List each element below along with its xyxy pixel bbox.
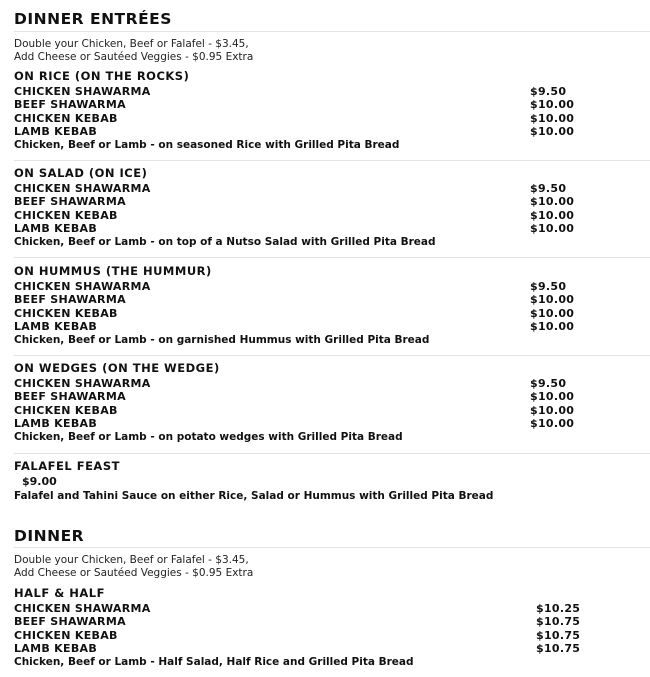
group-heading: ON WEDGES (ON THE WEDGE)	[14, 361, 220, 375]
section-title-dinner: DINNER	[14, 527, 85, 545]
note-line: Add Cheese or Sautéed Veggies - $0.95 Extra	[14, 50, 254, 63]
item-price: $10.00	[530, 124, 575, 138]
menu-item	[14, 320, 650, 333]
menu-item	[14, 293, 650, 306]
item-price: $10.25	[536, 602, 581, 615]
item-name: LAMB KEBAB	[14, 416, 98, 430]
group-description: Chicken, Beef or Lamb - on garnished Hummus with Grilled Pita Bread	[14, 334, 430, 347]
menu-item	[14, 642, 650, 655]
item-name: CHICKEN SHAWARMA	[14, 377, 151, 390]
item-name: BEEF SHAWARMA	[14, 98, 126, 112]
item-price: $10.00	[530, 221, 575, 235]
divider	[14, 257, 650, 258]
item-name: CHICKEN KEBAB	[14, 628, 118, 642]
menu-group-on-wedges	[14, 359, 650, 444]
item-price: $10.00	[530, 416, 575, 430]
item-name: BEEF SHAWARMA	[14, 293, 126, 307]
menu-item	[14, 280, 650, 293]
menu-item	[14, 112, 650, 125]
section-title-dinner-entrees: DINNER ENTRÉES	[14, 10, 172, 28]
group-heading: HALF & HALF	[14, 586, 105, 600]
menu-group-on-hummus	[14, 262, 650, 347]
item-price: $10.00	[530, 98, 575, 112]
item-name: LAMB KEBAB	[14, 641, 98, 655]
menu-item	[14, 377, 650, 390]
group-heading: FALAFEL FEAST	[14, 459, 120, 473]
note-line: Double your Chicken, Beef or Falafel - $3.45,	[14, 38, 249, 50]
menu-group-falafel-feast	[14, 457, 650, 503]
group-description: Falafel and Tahini Sauce on either Rice, Salad or Hummus with Grilled Pita Bread	[14, 490, 494, 502]
item-price: $10.00	[530, 195, 575, 209]
item-name: CHICKEN SHAWARMA	[14, 182, 151, 195]
item-price: $9.50	[530, 85, 567, 98]
menu-item	[14, 98, 650, 111]
divider	[14, 453, 650, 454]
item-name: BEEF SHAWARMA	[14, 615, 126, 629]
divider	[14, 160, 650, 161]
menu-item	[14, 222, 650, 235]
menu-item	[14, 417, 650, 430]
item-price: $10.00	[530, 293, 575, 307]
item-price: $10.00	[530, 403, 575, 417]
item-price: $10.00	[530, 390, 575, 404]
note-line: Double your Chicken, Beef or Falafel - $3.45,	[14, 554, 249, 566]
group-description: Chicken, Beef or Lamb - Half Salad, Half Rice and Grilled Pita Bread	[14, 656, 414, 669]
item-name: LAMB KEBAB	[14, 124, 98, 138]
menu-item	[14, 390, 650, 403]
menu-item	[14, 209, 650, 222]
section-note	[14, 554, 253, 579]
menu-group-half-and-half	[14, 584, 650, 669]
item-name: BEEF SHAWARMA	[14, 390, 126, 404]
item-price: $10.00	[530, 208, 575, 222]
item-price: $10.00	[530, 319, 575, 333]
item-price: $9.50	[530, 377, 567, 390]
item-name: CHICKEN KEBAB	[14, 306, 118, 320]
menu-item	[14, 125, 650, 138]
item-price: $10.75	[536, 628, 581, 642]
divider	[14, 547, 650, 548]
item-price: $9.00	[22, 475, 57, 488]
group-heading: ON HUMMUS (THE HUMMUR)	[14, 264, 212, 278]
group-description: Chicken, Beef or Lamb - on top of a Nutso Salad with Grilled Pita Bread	[14, 236, 436, 249]
item-price: $9.50	[530, 182, 567, 195]
group-description: Chicken, Beef or Lamb - on seasoned Rice with Grilled Pita Bread	[14, 139, 400, 152]
menu-item	[14, 85, 650, 98]
menu-item	[14, 182, 650, 195]
menu-item	[14, 629, 650, 642]
item-price: $9.50	[530, 280, 567, 293]
menu-item	[14, 602, 650, 615]
item-price: $10.75	[536, 615, 581, 629]
item-name: CHICKEN SHAWARMA	[14, 85, 151, 98]
divider	[14, 355, 650, 356]
menu-item	[14, 195, 650, 208]
item-name: BEEF SHAWARMA	[14, 195, 126, 209]
item-name: CHICKEN KEBAB	[14, 403, 118, 417]
menu-item	[14, 307, 650, 320]
menu-group-on-rice	[14, 67, 650, 152]
item-price: $10.75	[536, 641, 581, 655]
item-price: $10.00	[530, 306, 575, 320]
note-line: Add Cheese or Sautéed Veggies - $0.95 Extra	[14, 566, 254, 579]
item-name: CHICKEN KEBAB	[14, 208, 118, 222]
section-note	[14, 38, 253, 63]
item-name: LAMB KEBAB	[14, 319, 98, 333]
divider	[14, 31, 650, 32]
menu-group-on-salad	[14, 164, 650, 249]
menu-item	[14, 404, 650, 417]
group-heading: ON SALAD (ON ICE)	[14, 166, 148, 180]
item-price: $10.00	[530, 111, 575, 125]
item-name: CHICKEN SHAWARMA	[14, 602, 151, 615]
item-name: CHICKEN KEBAB	[14, 111, 118, 125]
group-description: Chicken, Beef or Lamb - on potato wedges with Grilled Pita Bread	[14, 431, 403, 444]
item-name: CHICKEN SHAWARMA	[14, 280, 151, 293]
menu-item	[14, 615, 650, 628]
item-name: LAMB KEBAB	[14, 221, 98, 235]
group-heading: ON RICE (ON THE ROCKS)	[14, 69, 190, 83]
